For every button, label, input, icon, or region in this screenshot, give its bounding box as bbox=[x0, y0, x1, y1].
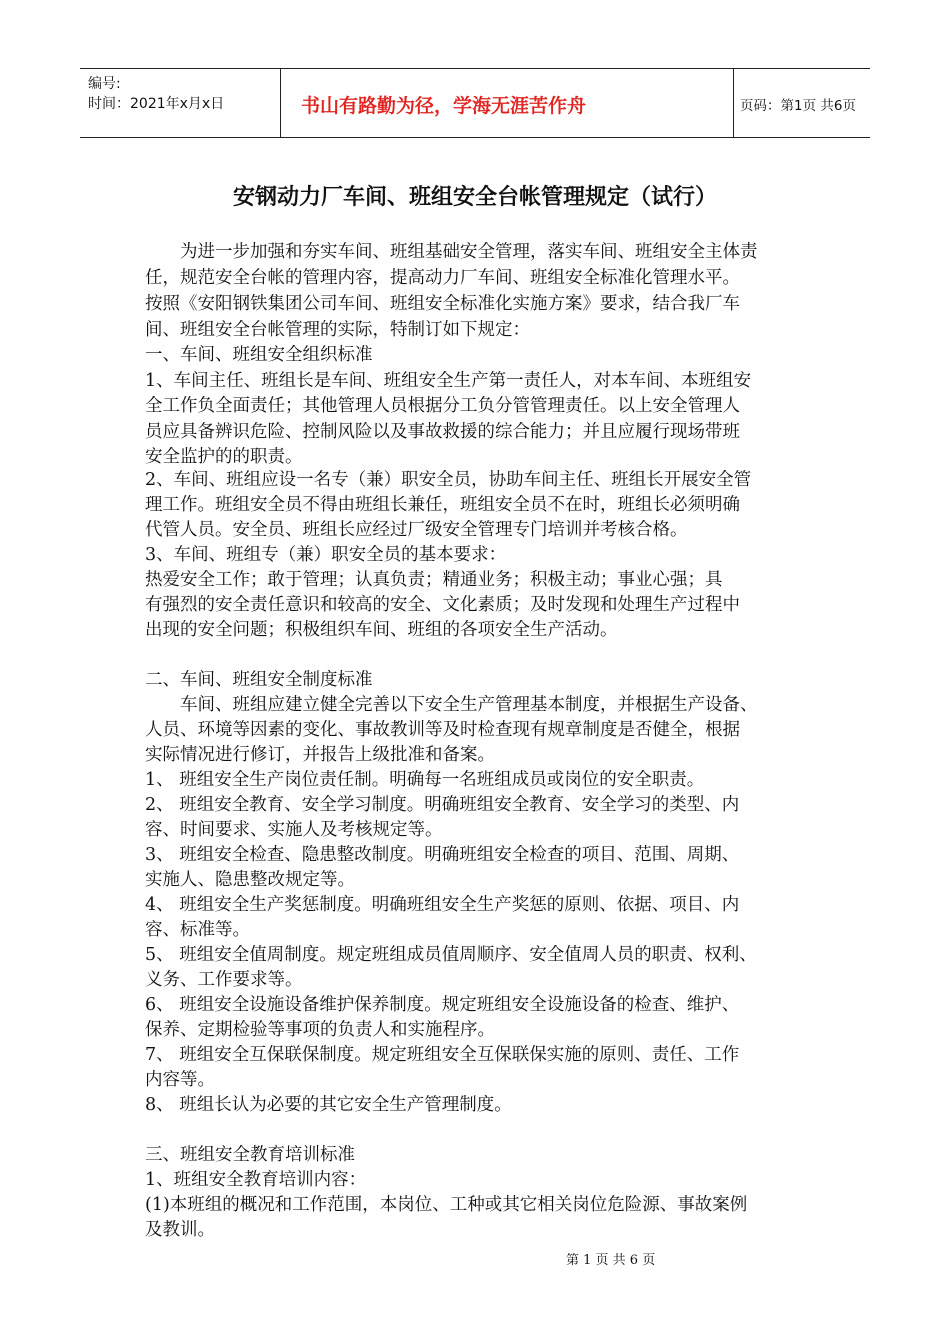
body-line: 代管人员。安全员、班组长应经过厂级安全管理专门培训并考核合格。 bbox=[145, 520, 688, 540]
list-item-continuation: 容、标准等。 bbox=[145, 920, 250, 940]
body-line: 全工作负全面责任；其他管理人员根据分工负分管管理责任。以上安全管理人 bbox=[145, 396, 740, 416]
list-item: 7、 班组安全互保联保制度。规定班组安全互保联保实施的原则、责任、工作 bbox=[145, 1045, 740, 1065]
body-line: (1)本班组的概况和工作范围，本岗位、工种或其它相关岗位危险源、事故案例 bbox=[145, 1195, 748, 1215]
list-item-continuation: 内容等。 bbox=[145, 1070, 215, 1090]
body-line: 热爱安全工作；敢于管理；认真负责；精通业务；积极主动；事业心强；具 bbox=[145, 570, 723, 590]
body-line: 安全监护的的职责。 bbox=[145, 447, 303, 467]
body-line: 有强烈的安全责任意识和较高的安全、文化素质；及时发现和处理生产过程中 bbox=[145, 595, 740, 615]
body-line: 车间、班组应建立健全完善以下安全生产管理基本制度，并根据生产设备、 bbox=[145, 695, 758, 715]
list-item: 6、 班组安全设施设备维护保养制度。规定班组安全设施设备的检查、维护、 bbox=[145, 995, 740, 1015]
header-page-label: 页码：第1页 共6页 bbox=[740, 98, 856, 114]
body-line: 任，规范安全台帐的管理内容，提高动力厂车间、班组安全标准化管理水平。 bbox=[145, 268, 740, 288]
document-date-label: 时间：2021年x月x日 bbox=[88, 96, 225, 112]
body-line: 实际情况进行修订，并报告上级批准和备案。 bbox=[145, 745, 495, 765]
body-line: 3、车间、班组专（兼）职安全员的基本要求： bbox=[145, 545, 507, 565]
list-item: 5、 班组安全值周制度。规定班组成员值周顺序、安全值周人员的职责、权利、 bbox=[145, 945, 757, 965]
document-number-label: 编号: bbox=[88, 76, 121, 92]
header-page-cell bbox=[732, 69, 870, 137]
header-motto-cell bbox=[280, 69, 734, 137]
body-line: 员应具备辨识危险、控制风险以及事故救援的综合能力；并且应履行现场带班 bbox=[145, 422, 740, 442]
list-item: 1、 班组安全生产岗位责任制。明确每一名班组成员或岗位的安全职责。 bbox=[145, 770, 705, 790]
list-item-continuation: 义务、工作要求等。 bbox=[145, 970, 303, 990]
body-line: 1、班组安全教育培训内容： bbox=[145, 1170, 367, 1190]
section-heading: 一、车间、班组安全组织标准 bbox=[145, 345, 373, 365]
body-line: 及教训。 bbox=[145, 1220, 215, 1240]
section-heading: 三、班组安全教育培训标准 bbox=[145, 1145, 355, 1165]
document-header bbox=[80, 68, 870, 138]
body-line: 出现的安全问题；积极组织车间、班组的各项安全生产活动。 bbox=[145, 620, 618, 640]
list-item-continuation: 保养、定期检验等事项的负责人和实施程序。 bbox=[145, 1020, 495, 1040]
body-line: 间、班组安全台帐管理的实际，特制订如下规定： bbox=[145, 320, 530, 340]
body-line: 1、车间主任、班组长是车间、班组安全生产第一责任人，对本车间、本班组安 bbox=[145, 371, 752, 391]
body-line: 2、车间、班组应设一名专（兼）职安全员，协助车间主任、班组长开展安全管 bbox=[145, 470, 752, 490]
body-line: 理工作。班组安全员不得由班组长兼任，班组安全员不在时，班组长必须明确 bbox=[145, 495, 740, 515]
header-motto: 书山有路勤为径，学海无涯苦作舟 bbox=[301, 95, 587, 117]
list-item: 2、 班组安全教育、安全学习制度。明确班组安全教育、安全学习的类型、内 bbox=[145, 795, 740, 815]
list-item-continuation: 容、时间要求、实施人及考核规定等。 bbox=[145, 820, 443, 840]
page-footer: 第 1 页 共 6 页 bbox=[566, 1253, 656, 1268]
section-heading: 二、车间、班组安全制度标准 bbox=[145, 670, 373, 690]
list-item: 4、 班组安全生产奖惩制度。明确班组安全生产奖惩的原则、依据、项目、内 bbox=[145, 895, 740, 915]
list-item: 3、 班组安全检查、隐患整改制度。明确班组安全检查的项目、范围、周期、 bbox=[145, 845, 740, 865]
body-line: 为进一步加强和夯实车间、班组基础安全管理，落实车间、班组安全主体责 bbox=[145, 242, 758, 262]
body-line: 人员、环境等因素的变化、事故教训等及时检查现有规章制度是否健全，根据 bbox=[145, 720, 740, 740]
header-meta-cell bbox=[80, 69, 280, 137]
list-item-continuation: 实施人、隐患整改规定等。 bbox=[145, 870, 355, 890]
body-line: 按照《安阳钢铁集团公司车间、班组安全标准化实施方案》要求，结合我厂车 bbox=[145, 294, 740, 314]
list-item: 8、 班组长认为必要的其它安全生产管理制度。 bbox=[145, 1095, 512, 1115]
document-title: 安钢动力厂车间、班组安全台帐管理规定（试行） bbox=[232, 185, 717, 210]
